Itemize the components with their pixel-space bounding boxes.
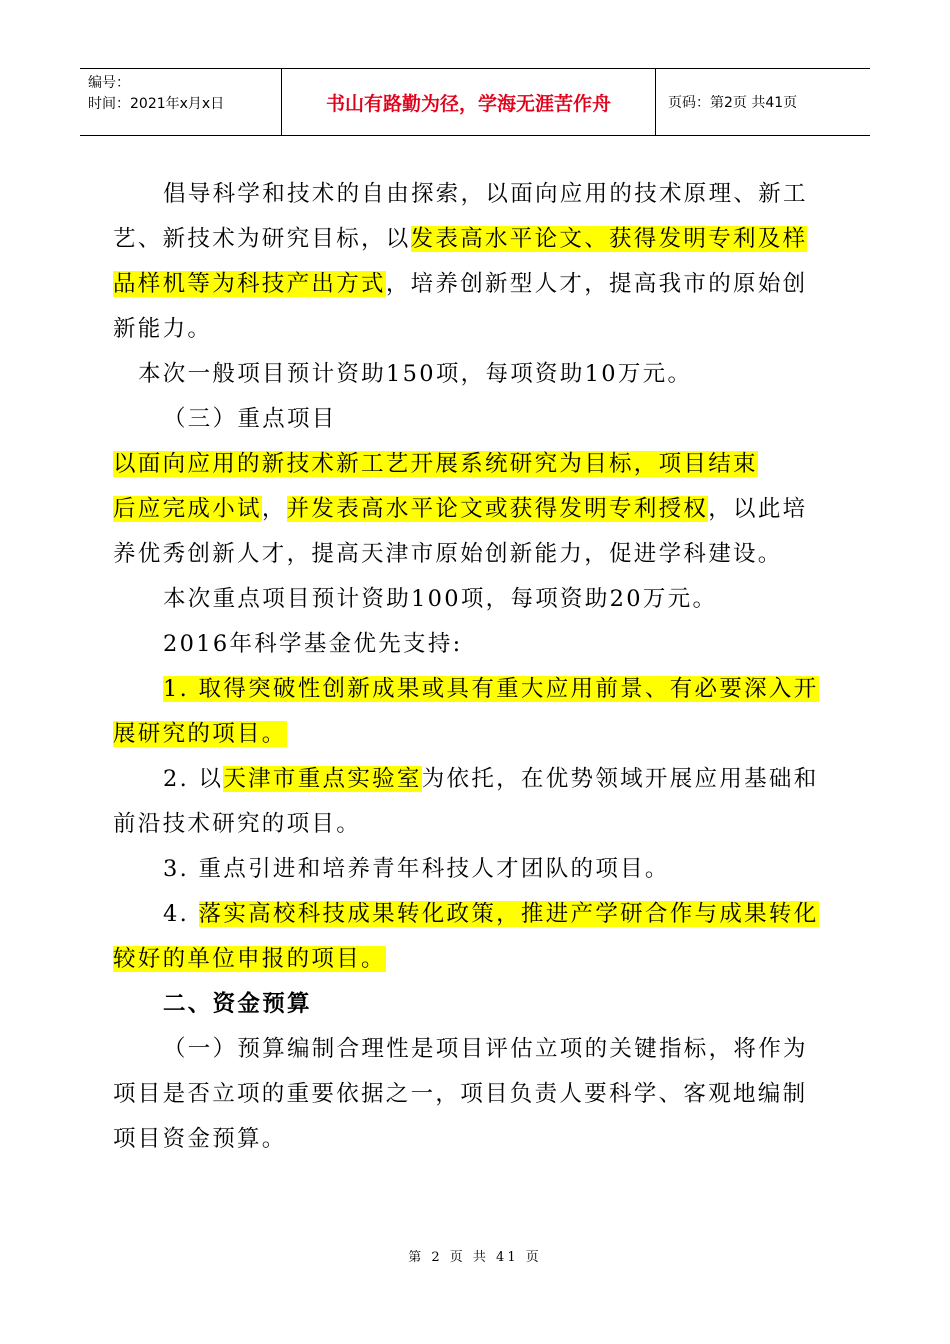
highlighted-text: 后应完成小试 <box>113 496 262 522</box>
paragraph-line <box>113 221 807 253</box>
paragraph-line <box>113 266 807 298</box>
highlighted-text: 并发表高水平论文或获得发明专利授权 <box>286 496 709 522</box>
page-header <box>80 68 870 136</box>
list-item-line: 前沿技术研究的项目。 <box>113 811 362 837</box>
text-span: 为依托，在优势领域开展应用基础和 <box>421 766 819 792</box>
list-item-line <box>113 941 386 973</box>
paragraph-line: 本次一般项目预计资助150项，每项资助10万元。 <box>138 361 693 387</box>
text-span: ， <box>261 496 287 522</box>
paragraph-line: （一）预算编制合理性是项目评估立项的关键指标，将作为 <box>163 1036 808 1062</box>
list-item-line <box>163 896 819 928</box>
header-number: 编号： <box>88 75 130 91</box>
highlighted-text: 发表高水平论文、获得发明专利及样 <box>410 226 808 252</box>
paragraph-line <box>113 446 758 478</box>
highlighted-text: 1. 取得突破性创新成果或具有重大应用前景、有必要深入开 <box>163 676 819 702</box>
highlighted-text: 天津市重点实验室 <box>223 766 422 792</box>
header-motto: 书山有路勤为径，学海无涯苦作舟 <box>282 69 656 135</box>
text-span: 2. 以 <box>163 766 224 792</box>
text-span: ，以此培 <box>708 496 808 522</box>
paragraph-line: 2016年科学基金优先支持: <box>163 631 463 657</box>
text-span: 艺、新技术为研究目标，以 <box>113 226 411 252</box>
paragraph-line: 本次重点项目预计资助100项，每项资助20万元。 <box>163 586 718 612</box>
list-item-line <box>163 761 819 793</box>
highlighted-text: 品样机等为科技产出方式 <box>113 271 386 297</box>
text-span: 4. <box>163 901 199 927</box>
header-time: 时间：2021年x月x日 <box>88 96 225 112</box>
list-item-line <box>163 671 819 703</box>
section-heading: （三）重点项目 <box>163 406 337 432</box>
header-page-info: 页码：第2页 共41页 <box>668 95 798 111</box>
paragraph-line: 项目资金预算。 <box>113 1126 287 1152</box>
highlighted-text: 展研究的项目。 <box>113 721 287 747</box>
paragraph-line: 养优秀创新人才，提高天津市原始创新能力，促进学科建设。 <box>113 541 783 567</box>
chapter-heading: 二、资金预算 <box>163 991 312 1017</box>
list-item-line: 3. 重点引进和培养青年科技人才团队的项目。 <box>163 856 670 882</box>
paragraph-line: 新能力。 <box>113 316 213 342</box>
highlighted-text: 较好的单位申报的项目。 <box>113 946 386 972</box>
text-span: ，培养创新型人才，提高我市的原始创 <box>385 271 808 297</box>
paragraph-line <box>113 491 807 523</box>
page-footer: 第 2 页 共 41 页 <box>408 1250 542 1265</box>
paragraph-line: 倡导科学和技术的自由探索，以面向应用的技术原理、新工 <box>163 181 808 207</box>
paragraph-line: 项目是否立项的重要依据之一，项目负责人要科学、客观地编制 <box>113 1081 808 1107</box>
header-meta <box>80 69 282 135</box>
highlighted-text: 以面向应用的新技术新工艺开展系统研究为目标，项目结束 <box>113 451 758 477</box>
list-item-line <box>113 716 287 748</box>
highlighted-text: 落实高校科技成果转化政策，推进产学研合作与成果转化 <box>198 901 819 927</box>
